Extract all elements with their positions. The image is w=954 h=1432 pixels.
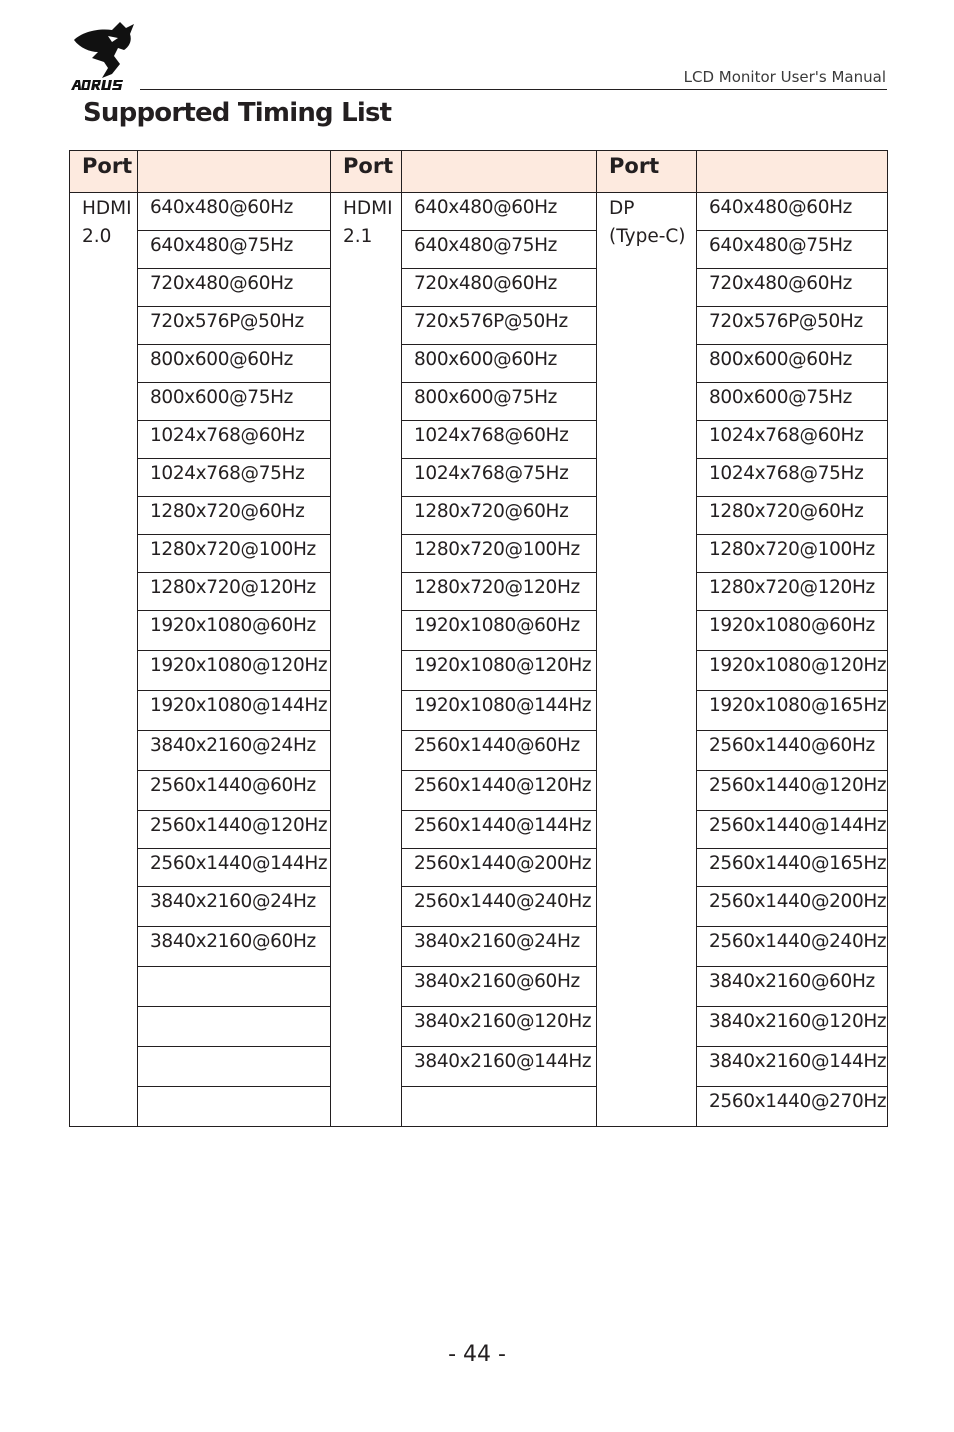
timing-cell: 720x576P@50Hz bbox=[697, 307, 888, 345]
table-row bbox=[70, 497, 888, 535]
timing-cell: 1280x720@60Hz bbox=[138, 497, 331, 535]
timing-cell bbox=[138, 1007, 331, 1047]
timing-cell: 1024x768@75Hz bbox=[697, 459, 888, 497]
timing-cell: 800x600@60Hz bbox=[402, 345, 597, 383]
timing-cell: 2560x1440@165Hz bbox=[697, 849, 888, 887]
timing-cell: 3840x2160@24Hz bbox=[402, 927, 597, 967]
port-name-line: 2.0 bbox=[82, 226, 112, 247]
timing-cell: 1280x720@60Hz bbox=[402, 497, 597, 535]
timing-cell: 1280x720@100Hz bbox=[697, 535, 888, 573]
timing-cell bbox=[138, 1087, 331, 1127]
table-row bbox=[70, 887, 888, 927]
port-name-line: HDMI bbox=[82, 198, 132, 219]
timing-cell: 1920x1080@60Hz bbox=[697, 611, 888, 651]
timing-cell: 2560x1440@200Hz bbox=[402, 849, 597, 887]
port-name-line: (Type-C) bbox=[609, 226, 686, 247]
timing-cell: 800x600@75Hz bbox=[697, 383, 888, 421]
timing-cell: 720x480@60Hz bbox=[402, 269, 597, 307]
port-name-line: DP bbox=[609, 198, 635, 219]
timing-cell: 2560x1440@60Hz bbox=[402, 731, 597, 771]
timing-cell: 1920x1080@120Hz bbox=[138, 651, 331, 691]
timing-cell: 640x480@60Hz bbox=[402, 193, 597, 231]
aorus-logo bbox=[68, 18, 140, 94]
timing-cell: 3840x2160@60Hz bbox=[138, 927, 331, 967]
port-name-line: 2.1 bbox=[343, 226, 373, 247]
table-row bbox=[70, 651, 888, 691]
timing-cell: 2560x1440@60Hz bbox=[697, 731, 888, 771]
timing-cell: 3840x2160@24Hz bbox=[138, 887, 331, 927]
table-row bbox=[70, 269, 888, 307]
timing-cell bbox=[138, 967, 331, 1007]
column-header-port: Port bbox=[70, 151, 138, 193]
timing-cell: 800x600@60Hz bbox=[138, 345, 331, 383]
timing-cell: 720x480@60Hz bbox=[697, 269, 888, 307]
table-row bbox=[70, 967, 888, 1007]
timing-cell: 2560x1440@240Hz bbox=[697, 927, 888, 967]
page-number: - 44 - bbox=[448, 1342, 506, 1367]
timing-cell: 1280x720@120Hz bbox=[697, 573, 888, 611]
timing-cell: 2560x1440@144Hz bbox=[402, 811, 597, 849]
timing-cell bbox=[402, 1087, 597, 1127]
port-cell bbox=[331, 193, 402, 1127]
timing-cell: 1280x720@100Hz bbox=[138, 535, 331, 573]
column-header-timing bbox=[402, 151, 597, 193]
timing-cell: 640x480@75Hz bbox=[138, 231, 331, 269]
timing-cell: 2560x1440@200Hz bbox=[697, 887, 888, 927]
timing-cell: 2560x1440@144Hz bbox=[697, 811, 888, 849]
column-header-timing bbox=[138, 151, 331, 193]
timing-cell: 1920x1080@60Hz bbox=[138, 611, 331, 651]
table-row bbox=[70, 573, 888, 611]
timing-cell: 720x480@60Hz bbox=[138, 269, 331, 307]
port-cell bbox=[597, 193, 697, 1127]
table-row bbox=[70, 811, 888, 849]
table-row bbox=[70, 1007, 888, 1047]
timing-cell: 3840x2160@120Hz bbox=[402, 1007, 597, 1047]
timing-cell: 640x480@60Hz bbox=[138, 193, 331, 231]
timing-cell: 1024x768@60Hz bbox=[138, 421, 331, 459]
header-rule bbox=[140, 89, 887, 90]
timing-cell: 3840x2160@144Hz bbox=[697, 1047, 888, 1087]
timing-cell: 640x480@60Hz bbox=[697, 193, 888, 231]
timing-cell: 800x600@75Hz bbox=[138, 383, 331, 421]
table-row bbox=[70, 1047, 888, 1087]
timing-cell: 1920x1080@120Hz bbox=[697, 651, 888, 691]
table-row bbox=[70, 345, 888, 383]
timing-cell bbox=[138, 1047, 331, 1087]
table-row bbox=[70, 231, 888, 269]
timing-cell: 800x600@75Hz bbox=[402, 383, 597, 421]
timing-cell: 1920x1080@165Hz bbox=[697, 691, 888, 731]
timing-cell: 640x480@75Hz bbox=[402, 231, 597, 269]
timing-cell: 1280x720@120Hz bbox=[138, 573, 331, 611]
timing-cell: 3840x2160@60Hz bbox=[402, 967, 597, 1007]
timing-cell: 1280x720@60Hz bbox=[697, 497, 888, 535]
table-row bbox=[70, 731, 888, 771]
timing-cell: 640x480@75Hz bbox=[697, 231, 888, 269]
timing-cell: 2560x1440@120Hz bbox=[138, 811, 331, 849]
timing-cell: 1024x768@75Hz bbox=[402, 459, 597, 497]
table-row bbox=[70, 611, 888, 651]
timing-cell: 1920x1080@144Hz bbox=[402, 691, 597, 731]
table-row bbox=[70, 771, 888, 811]
timing-cell: 3840x2160@144Hz bbox=[402, 1047, 597, 1087]
timing-cell: 1024x768@60Hz bbox=[697, 421, 888, 459]
port-name-line: HDMI bbox=[343, 198, 393, 219]
table-row bbox=[70, 193, 888, 231]
timing-cell: 720x576P@50Hz bbox=[138, 307, 331, 345]
column-header-port: Port bbox=[597, 151, 697, 193]
timing-cell: 2560x1440@60Hz bbox=[138, 771, 331, 811]
table-row bbox=[70, 927, 888, 967]
timing-cell: 800x600@60Hz bbox=[697, 345, 888, 383]
timing-cell: 2560x1440@144Hz bbox=[138, 849, 331, 887]
timing-cell: 3840x2160@24Hz bbox=[138, 731, 331, 771]
table-header-row bbox=[70, 151, 888, 193]
column-header-timing bbox=[697, 151, 888, 193]
timing-cell: 3840x2160@120Hz bbox=[697, 1007, 888, 1047]
table-row bbox=[70, 459, 888, 497]
table-row bbox=[70, 307, 888, 345]
table-body bbox=[70, 193, 888, 1127]
timing-cell: 1024x768@60Hz bbox=[402, 421, 597, 459]
timing-cell: 1280x720@100Hz bbox=[402, 535, 597, 573]
timing-cell: 1920x1080@60Hz bbox=[402, 611, 597, 651]
port-cell bbox=[70, 193, 138, 1127]
column-header-port: Port bbox=[331, 151, 402, 193]
timing-cell: 2560x1440@120Hz bbox=[402, 771, 597, 811]
page-title: Supported Timing List bbox=[83, 98, 392, 128]
timing-cell: 1920x1080@144Hz bbox=[138, 691, 331, 731]
timing-cell: 1024x768@75Hz bbox=[138, 459, 331, 497]
timing-table bbox=[69, 150, 888, 1127]
timing-cell: 1920x1080@120Hz bbox=[402, 651, 597, 691]
timing-cell: 2560x1440@270Hz bbox=[697, 1087, 888, 1127]
table-row bbox=[70, 421, 888, 459]
manual-title: LCD Monitor User's Manual bbox=[683, 68, 886, 86]
table-row bbox=[70, 535, 888, 573]
timing-cell: 3840x2160@60Hz bbox=[697, 967, 888, 1007]
timing-cell: 720x576P@50Hz bbox=[402, 307, 597, 345]
timing-cell: 2560x1440@120Hz bbox=[697, 771, 888, 811]
timing-cell: 2560x1440@240Hz bbox=[402, 887, 597, 927]
table-row bbox=[70, 691, 888, 731]
table-row bbox=[70, 1087, 888, 1127]
timing-cell: 1280x720@120Hz bbox=[402, 573, 597, 611]
table-row bbox=[70, 849, 888, 887]
table-row bbox=[70, 383, 888, 421]
